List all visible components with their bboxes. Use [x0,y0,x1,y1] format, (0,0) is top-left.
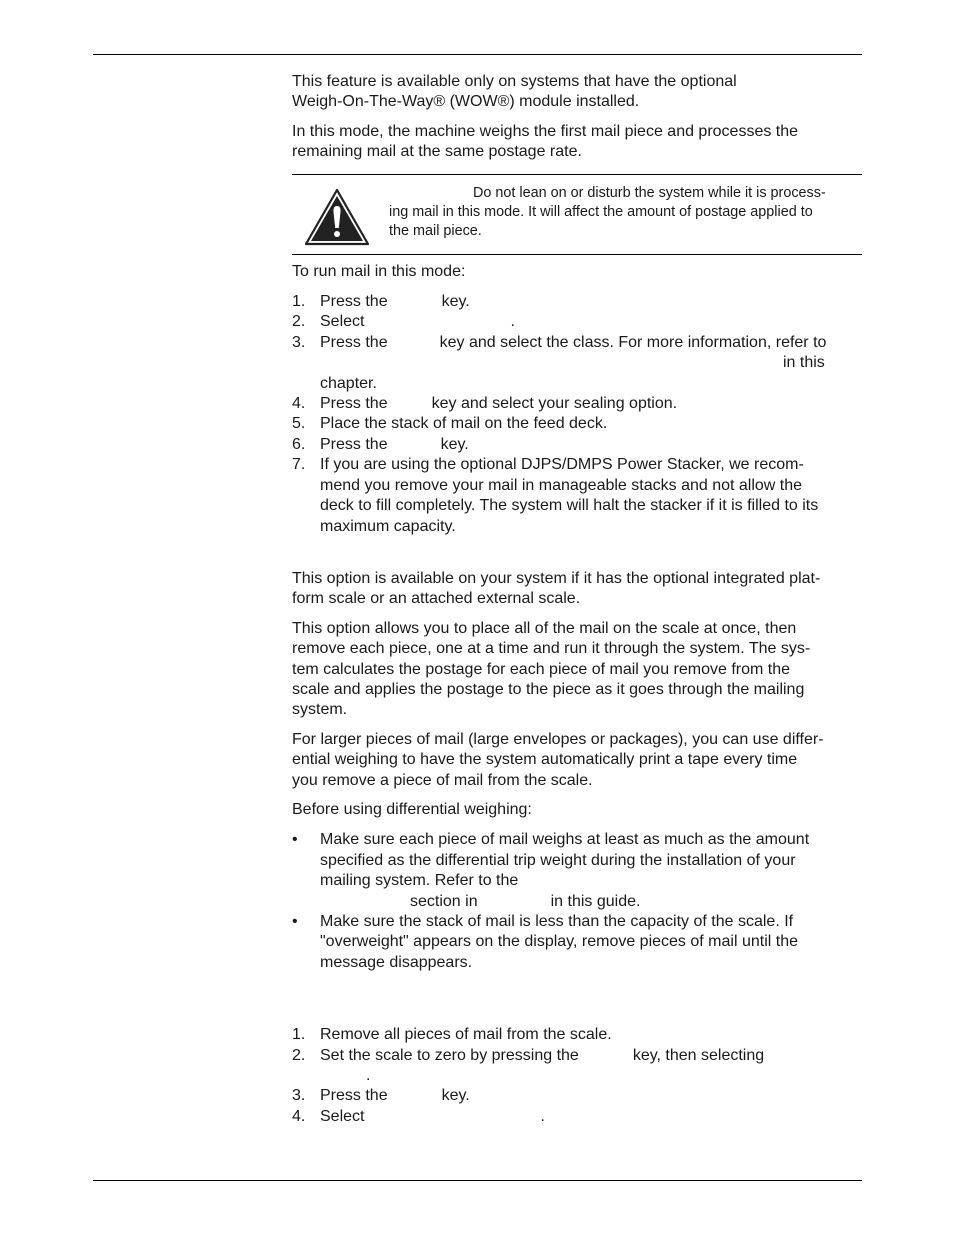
caution-line: the mail piece. [389,223,482,240]
differential-steps [292,1025,862,1127]
before-using-lead: Before using differential weighing: [292,800,532,818]
text-line: For larger pieces of mail (large envelopes or packages), you can use differ- [292,730,824,748]
larger-pieces-paragraph [292,730,862,791]
step-text: Select [320,1107,365,1125]
text-line: system. [292,701,348,719]
step-text: deck to fill completely. The system will halt the stacker if it is filled to its [320,497,819,515]
list-item [292,1025,862,1045]
step-text: maximum capacity. [320,517,456,535]
run-mode-lead: To run mail in this mode: [292,262,466,280]
text-line: remaining mail at the same postage rate. [292,143,582,161]
caution-box [292,174,862,255]
step-text: Remove all pieces of mail from the scale. [320,1026,612,1044]
step-number: 2. [292,313,306,331]
header-rule [93,54,862,55]
step-number: 6. [292,435,306,453]
step-number: 7. [292,456,306,474]
step-number: 4. [292,1107,306,1125]
caution-line: ing mail in this mode. It will affect the amount of postage applied to [389,203,813,220]
step-text: key and select your sealing option. [431,395,678,413]
footer-rule [93,1180,862,1181]
step-text: Press the [320,435,388,453]
step-text: key. [440,435,469,453]
list-item [292,414,862,434]
step-text: chapter. [320,374,377,392]
step-text: . [366,1067,371,1085]
text-line: form scale or an attached external scale. [292,590,581,608]
differential-intro [292,569,862,610]
step-text: mend you remove your mail in manageable stacks and not allow the [320,476,803,494]
step-number: 2. [292,1046,306,1064]
step-number: 4. [292,395,306,413]
step-text: If you are using the optional DJPS/DMPS Power Stacker, we recom- [320,456,804,474]
step-number: 3. [292,1087,306,1105]
text-line: Make sure each piece of mail weighs at least as much as the amount [320,831,810,849]
mode-description [292,122,862,163]
text-line: message disappears. [320,953,473,971]
text-line: Make sure the stack of mail is less than the capacity of the scale. If [320,913,794,930]
list-item [292,455,862,537]
step-text: Press the [320,293,388,311]
step-text: Place the stack of mail on the feed deck. [320,415,608,433]
prerequisite-list [292,830,862,973]
list-item [292,830,862,912]
list-item [292,435,862,455]
text-line: tem calculates the postage for each piece of mail you remove from the [292,660,791,678]
text-line: in this guide. [550,892,641,910]
list-item [292,394,862,414]
bullet: • [292,831,298,849]
step-text: . [540,1107,545,1125]
list-item [292,292,862,312]
step-number: 1. [292,293,306,311]
intro-line: This feature is available only on systems that have the optional [292,73,737,90]
step-text: key. [441,293,470,311]
step-text: in this [783,354,825,372]
step-text: Press the [320,333,388,351]
step-number: 5. [292,415,306,433]
text-line: ential weighing to have the system automatically print a tape every time [292,751,798,769]
caution-text [389,184,855,242]
caution-line: Do not lean on or disturb the system while it is process- [473,184,826,201]
run-mode-steps [292,292,862,537]
intro-line: Weigh-On-The-Way® (WOW®) module installed. [292,93,640,111]
page-body [292,72,862,1127]
list-item [292,912,862,973]
step-text: Set the scale to zero by pressing the [320,1046,579,1064]
text-line: This option allows you to place all of the mail on the scale at once, then [292,619,797,637]
text-line: This option is available on your system if it has the optional integrated plat- [292,569,821,587]
text-line: scale and applies the postage to the piece as it goes through the mailing [292,680,805,698]
step-text: Press the [320,395,388,413]
text-line: "overweight" appears on the display, remove pieces of mail until the [320,933,798,951]
step-text: key, then selecting [632,1046,765,1064]
step-text: Press the [320,1087,388,1105]
intro-paragraph [292,72,862,113]
step-text: key and select the class. For more information, refer to [439,333,827,351]
text-line: In this mode, the machine weighs the first mail piece and processes the [292,122,799,140]
text-line: section in [410,892,478,910]
list-item [292,1086,862,1106]
text-line: specified as the differential trip weight during the installation of your [320,851,796,869]
step-number: 3. [292,333,306,351]
step-text: Select [320,313,365,331]
list-item [292,1107,862,1127]
list-item [292,1046,862,1087]
step-text: . [510,313,515,331]
list-item [292,312,862,332]
list-item [292,333,862,394]
warning-triangle-icon [304,188,370,246]
text-line: remove each piece, one at a time and run it through the system. The sys- [292,640,811,658]
step-number: 1. [292,1026,306,1044]
differential-description [292,619,862,721]
step-text: key. [441,1087,470,1105]
bullet: • [292,913,298,930]
text-line: you remove a piece of mail from the scale. [292,771,593,789]
text-line: mailing system. Refer to the [320,872,519,890]
